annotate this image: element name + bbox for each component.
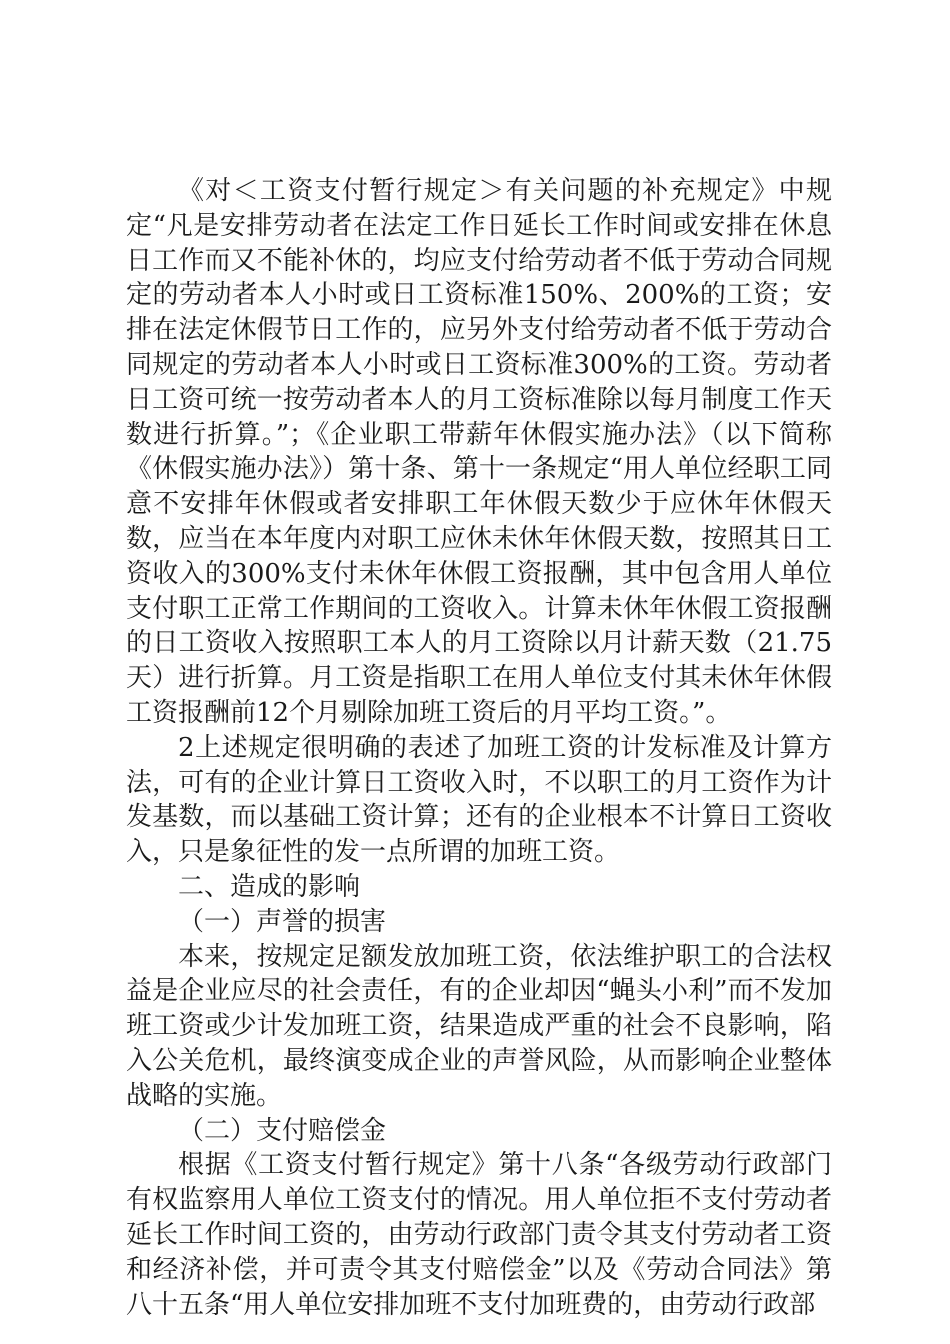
subsection-heading-compensation: （二）支付赔偿金 [178,1115,387,1146]
document-body [126,174,832,1322]
paragraph-reputation-damage: 本来，按规定足额发放加班工资，依法维护职工的合法权益是企业应尽的社会责任，有的企业却因“蝇头小利”而不发加班工资或少计发加班工资，结果造成严重的社会不良影响，陷入公关危机，最终演变成企业的声誉风险，从而影响企业整体战略的实施。 [126,941,832,1111]
section-heading-impact: 二、造成的影响 [178,871,361,902]
paragraph-supplementary-rules: 《对＜工资支付暂行规定＞有关问题的补充规定》中规定“凡是安排劳动者在法定工作日延长工作时间或安排在休息日工作而又不能补休的，均应支付给劳动者不低于劳动合同规定的劳动者本人小时或日工资标准150%、200%的工资；安排在法定休假节日工作的，应另外支付给劳动者不低于劳动合同规定的劳动者本人小时或日工资标准300%的工资。劳动者日工资可统一按劳动者本人的月工资标准除以每月制度工作天数进行折算。”；《企业职工带薪年休假实施办法》（以下简称《休假实施办法》）第十条、第十一条规定“用人单位经职工同意不安排年休假或者安排职工年休假天数少于应休年休假天数，应当在本年度内对职工应休未休年休假天数，按照其日工资收入的300%支付未休年休假工资报酬，其中包含用人单位支付职工正常工作期间的工资收入。计算未休年休假工资报酬的日工资收入按照职工本人的月工资除以月计薪天数（21.75天）进行折算。月工资是指职工在用人单位支付其未休年休假工资报酬前12个月剔除加班工资后的月平均工资。”。 [126,176,832,728]
paragraph-compensation: 根据《工资支付暂行规定》第十八条“各级劳动行政部门有权监察用人单位工资支付的情况。用人单位拒不支付劳动者延长工作时间工资的，由劳动行政部门责令其支付劳动者工资和经济补偿，并可责令其支付赔偿金”以及《劳动合同法》第八十五条“用人单位安排加班不支付加班费的，由劳动行政部 [126,1150,832,1320]
paragraph-calculation-standard: 2上述规定很明确的表述了加班工资的计发标准及计算方法，可有的企业计算日工资收入时，不以职工的月工资作为计发基数，而以基础工资计算；还有的企业根本不计算日工资收入，只是象征性的发一点所谓的加班工资。 [126,732,832,868]
subsection-heading-reputation: （一）声誉的损害 [178,906,387,937]
